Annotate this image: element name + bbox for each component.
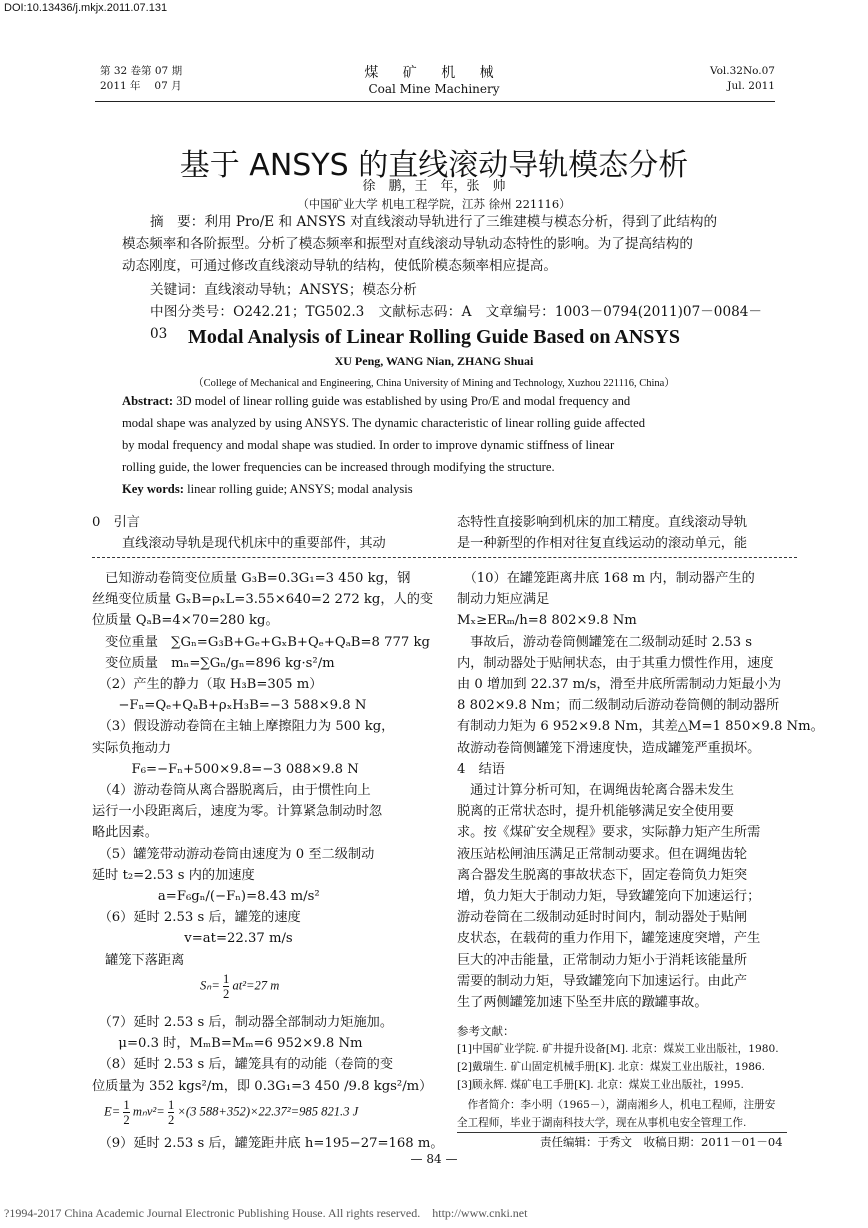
- intro-line: 是一种新型的作相对往复直线运动的滚动单元，能: [457, 536, 748, 552]
- fraction-numerator: 1: [222, 972, 230, 986]
- text-line: 故游动卷筒侧罐笼下滑速度快，造成罐笼严重损坏。: [457, 740, 761, 756]
- text-line: 已知游动卷筒变位质量 G₃B=0.3G₁=3 450 kg，钢: [92, 571, 411, 586]
- left-column: [92, 568, 437, 971]
- equation-e: [104, 1098, 358, 1127]
- page-number: — 84 —: [410, 1152, 458, 1166]
- text-line: 8 802×9.8 Nm；而二级制动后游动卷筒侧的制动器所: [457, 698, 780, 714]
- reference-item: [3]顾永辉. 煤矿电工手册[K]. 北京：煤炭工业出版社，1995.: [457, 1079, 744, 1091]
- left-column-2: [92, 1012, 437, 1097]
- text-line: 实际负拖动力: [92, 740, 172, 756]
- text-line: Mₓ≥ERₘ/h=8 802×9.8 Nm: [457, 613, 637, 629]
- text-line: 运行一小段距离后，速度为零。计算紧急制动时忽: [92, 804, 383, 820]
- text-line: 制动力矩应满足: [457, 592, 550, 608]
- text-line: 液压站松闸油压满足正常制动要求。但在调绳齿轮: [457, 846, 748, 862]
- fraction-numerator: 1: [167, 1098, 175, 1112]
- text-line: F₆=−Fₙ+500×9.8=−3 088×9.8 N: [92, 761, 359, 777]
- text-line: 事故后，游动卷筒侧罐笼在二级制动延时 2.53 s: [457, 634, 753, 650]
- text-line: 由 0 增加到 22.37 m/s，滑至井底所需制动力矩最小为: [457, 677, 782, 693]
- fraction-numerator: 1: [123, 1098, 130, 1112]
- section-heading: 4 结语: [457, 761, 505, 777]
- header-left: [100, 64, 182, 94]
- authors-cn: 徐 鹏，王 年，张 帅: [362, 179, 506, 194]
- abstract-en: [122, 390, 762, 500]
- intro-right: [457, 512, 797, 554]
- classification: 中图分类号：O242.21；TG502.3 文献标志码：A 文章编号：1003－0794(2011)07－0084－03: [150, 304, 762, 342]
- text-line: （8）延时 2.53 s 后，罐笼具有的动能（卷筒的变: [92, 1057, 394, 1073]
- equation-s: [200, 972, 279, 1001]
- text-line: （4）游动卷筒从离合器脱离后，由于惯性向上: [92, 783, 371, 799]
- abstract-cn-line: 摘 要：利用 Pro/E 和 ANSYS 对直线滚动导轨进行了三维建模与模态分析，得到了此结构的: [150, 214, 718, 230]
- abstract-en-line: by modal frequency and modal shape was studied. In order to improve dynamic stiffness of linear: [122, 438, 615, 452]
- keywords-en: linear rolling guide; ANSYS; modal analysis: [183, 482, 413, 496]
- reference-item: [2]戴瑞生. 矿山固定机械手册[K]. 北京：煤炭工业出版社，1986.: [457, 1061, 766, 1073]
- editor-rule: [457, 1132, 787, 1133]
- text-line: 需要的制动力矩，导致罐笼向下加速运行。由此产: [457, 973, 748, 989]
- author-bio-line: 作者简介：李小明（1965－），湖南湘乡人，机电工程师，注册安: [457, 1099, 776, 1111]
- abstract-en-line: rolling guide, the lower frequencies can be increased through modifying the structure.: [122, 460, 555, 474]
- text-line: 变位重量 ∑Gₙ=G₃B+Gₑ+GₓB+Qₑ+QₐB=8 777 kg: [92, 634, 430, 650]
- abstract-en-label: Abstract:: [122, 394, 174, 408]
- references-label: 参考文献：: [457, 1024, 515, 1038]
- text-line: 延时 t₂=2.53 s 内的加速度: [92, 867, 255, 883]
- affiliation-cn: （中国矿业大学 机电工程学院，江苏 徐州 221116）: [297, 197, 571, 211]
- text-line: 增，负力矩大于制动力矩，导致罐笼向下加速运行；: [457, 889, 761, 905]
- text-line: 变位质量 mₙ=∑Gₙ/gₙ=896 kg·s²/m: [92, 655, 335, 671]
- text-line: 求。按《煤矿安全规程》要求，实际静力矩产生所需: [457, 825, 761, 841]
- intro-line: 直线滚动导轨是现代机床中的重要部件，其动: [122, 536, 386, 552]
- keywords-en-label: Key words:: [122, 482, 184, 496]
- issue: 第 32 卷第 07 期: [100, 65, 183, 77]
- equation-s-rhs: at²=27 m: [232, 978, 280, 993]
- text-line: （7）延时 2.53 s 后，制动器全部制动力矩施加。: [92, 1015, 394, 1030]
- text-line: 内，制动器处于贴闸状态，由于其重力惯性作用，速度: [457, 655, 774, 671]
- text-line: 丝绳变位质量 GₓB=ρₓL=3.55×640=2 272 kg，人的变: [92, 592, 434, 608]
- text-line: −Fₙ=Qₑ+QₐB+ρₓH₃B=−3 588×9.8 N: [92, 698, 367, 714]
- text-line: 有制动力矩为 6 952×9.8 Nm，其差△M=1 850×9.8 Nm。: [457, 719, 824, 735]
- right-column: [457, 568, 824, 1013]
- text-line: 游动卷筒在二级制动延时时间内，制动器处于贴闸: [457, 910, 748, 926]
- volume-date: Jul. 2011: [727, 80, 775, 92]
- fraction-denominator: 2: [167, 1113, 175, 1127]
- issue-date: 2011 年 07 月: [100, 80, 182, 92]
- text-line: a=F₆gₙ/(−Fₙ)=8.43 m/s²: [92, 889, 320, 905]
- text-line: μ=0.3 时，MₘB=Mₘ=6 952×9.8 Nm: [92, 1036, 363, 1052]
- footer-copyright: ?1994-2017 China Academic Journal Electronic Publishing House. All rights reserved. http://www.cnki.net: [4, 1206, 528, 1220]
- text-line: 位质量为 352 kgs²/m，即 0.3G₁=3 450 /9.8 kgs²/m）: [92, 1078, 433, 1094]
- journal-cn: 煤 矿 机 械: [364, 65, 504, 81]
- editor-info: 责任编辑：于秀文 收稿日期：2011－01－04: [540, 1135, 783, 1149]
- text-line: （9）延时 2.53 s 后，罐笼距井底 h=195−27=168 m。: [92, 1136, 444, 1151]
- header-right: [680, 64, 775, 94]
- volume: Vol.32No.07: [709, 65, 775, 77]
- equation-s-lhs: Sₙ=: [200, 978, 220, 993]
- abstract-en-line: modal shape was analyzed by using ANSYS. The dynamic characteristic of linear rolling guide affected: [122, 416, 646, 430]
- text-line: 生了两侧罐笼加速下坠至井底的蹾罐事故。: [457, 995, 708, 1011]
- title-en: Modal Analysis of Linear Rolling Guide Based on ANSYS: [188, 326, 680, 348]
- text-line: （10）在罐笼距离井底 168 m 内，制动器产生的: [457, 571, 755, 586]
- text-line: 巨大的冲击能量，正常制动力矩小于消耗该能量所: [457, 952, 748, 968]
- section-divider: [92, 557, 797, 558]
- abstract-cn: [122, 211, 762, 345]
- text-line: （5）罐笼带动游动卷筒由速度为 0 至二级制动: [92, 846, 375, 862]
- doi: DOI:10.13436/j.mkjx.2011.07.131: [4, 2, 168, 14]
- fraction-denominator: 2: [222, 987, 230, 1001]
- text-line: （2）产生的静力（取 H₃B=305 m）: [92, 677, 323, 693]
- header-center: [334, 62, 534, 96]
- intro-heading: 0 引言: [92, 515, 140, 530]
- references: [457, 1022, 797, 1132]
- author-bio-line: 全工程师，毕业于湖南科技大学，现在从事机电安全管理工作.: [457, 1117, 747, 1129]
- text-line: （3）假设游动卷筒在主轴上摩擦阻力为 500 kg，: [92, 719, 395, 735]
- intro-line: 态特性直接影响到机床的加工精度。直线滚动导轨: [457, 515, 748, 530]
- text-line: 位质量 QₐB=4×70=280 kg。: [92, 613, 279, 629]
- text-line: 通过计算分析可知，在调绳齿轮离合器未发生: [457, 783, 734, 799]
- text-line: v=at=22.37 m/s: [92, 931, 293, 947]
- journal-en: Coal Mine Machinery: [368, 82, 500, 96]
- text-line: 罐笼下落距离: [92, 952, 185, 968]
- abstract-en-line: 3D model of linear rolling guide was established by using Pro/E and modal frequency and: [173, 394, 631, 408]
- equation-e-rhs: ×(3 588+352)×22.37²=985 821.3 J: [177, 1104, 359, 1119]
- equation-e-lhs: E=: [104, 1104, 121, 1119]
- equation-e-mid: mₙv²=: [132, 1104, 165, 1119]
- intro-left: [92, 512, 437, 554]
- abstract-cn-line: 动态刚度，可通过修改直线滚动导轨的结构，使低阶模态频率相应提高。: [122, 258, 557, 274]
- text-line: 离合器发生脱离的事故状态下，固定卷筒负力矩突: [457, 867, 748, 883]
- text-line: 皮状态，在载荷的重力作用下，罐笼速度突增，产生: [457, 931, 761, 947]
- reference-item: [1]中国矿业学院. 矿井提升设备[M]. 北京：煤炭工业出版社，1980.: [457, 1043, 779, 1055]
- authors-en: XU Peng, WANG Nian, ZHANG Shuai: [334, 354, 534, 368]
- text-line: 脱离的正常状态时，提升机能够满足安全使用要: [457, 804, 734, 820]
- fraction-denominator: 2: [123, 1113, 130, 1127]
- text-line: 略此因素。: [92, 825, 158, 841]
- affiliation-en: （College of Mechanical and Engineering, China University of Mining and Technology, Xuzhou 221116, China）: [193, 378, 675, 389]
- title-cn: 基于 ANSYS 的直线滚动导轨模态分析: [179, 148, 689, 183]
- keywords-cn: 关键词：直线滚动导轨；ANSYS；模态分析: [150, 282, 417, 298]
- text-line: （6）延时 2.53 s 后，罐笼的速度: [92, 910, 301, 926]
- header-rule: [95, 101, 775, 102]
- abstract-cn-line: 模态频率和各阶振型。分析了模态频率和振型对直线滚动导轨动态特性的影响。为了提高结构的: [122, 236, 693, 252]
